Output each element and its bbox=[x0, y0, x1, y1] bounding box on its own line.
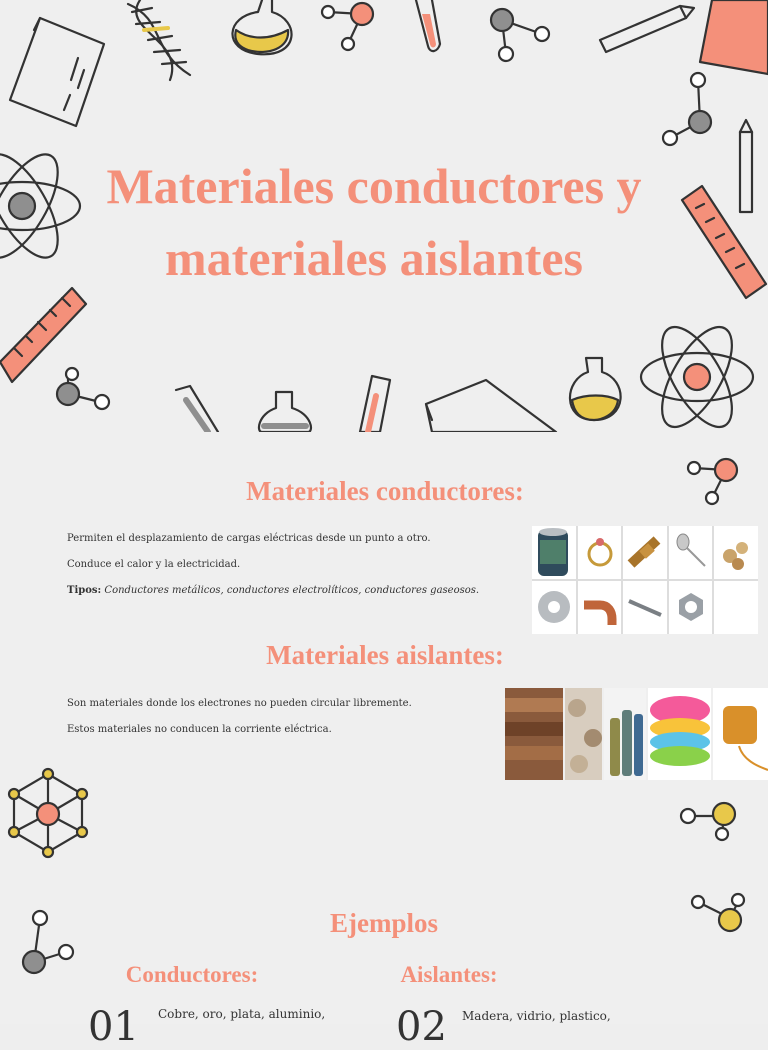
tipos-label: Tipos: bbox=[67, 585, 102, 596]
example-number-2: 02 bbox=[396, 1004, 447, 1050]
washer-image bbox=[532, 581, 576, 634]
molecule-icon bbox=[681, 803, 735, 840]
nail-image bbox=[623, 581, 667, 634]
test-tube-icon bbox=[176, 386, 218, 432]
aislantes-examples-heading: Aislantes: bbox=[400, 962, 498, 987]
conductores-heading: Materiales conductores: bbox=[246, 476, 524, 506]
brass-fitting-image bbox=[623, 526, 667, 579]
flask-icon bbox=[570, 358, 621, 420]
ruler-icon bbox=[682, 186, 766, 298]
molecule-icon bbox=[57, 368, 109, 409]
flask-icon bbox=[232, 0, 291, 54]
beaker-icon bbox=[10, 18, 104, 126]
molecule-icon bbox=[23, 911, 73, 973]
tipos-text: Conductores metálicos, conductores electrolíticos, conductores gaseosos. bbox=[101, 585, 480, 596]
molecule-icon bbox=[322, 3, 373, 50]
conductores-line-2: Conduce el calor y la electricidad. bbox=[67, 559, 241, 570]
wood-image bbox=[505, 688, 563, 780]
aislantes-image-strip bbox=[505, 688, 768, 780]
aislantes-examples-text: Madera, vidrio, plastico, bbox=[462, 1009, 611, 1023]
conductores-examples-heading: Conductores: bbox=[125, 962, 259, 987]
ring-image bbox=[578, 526, 622, 579]
plastic-bowls-image bbox=[648, 688, 712, 780]
pipes-image bbox=[565, 688, 603, 780]
test-tube-icon bbox=[360, 376, 390, 432]
pen-icon bbox=[740, 120, 752, 212]
conductores-examples-text: Cobre, oro, plata, aluminio, bbox=[158, 1007, 326, 1021]
aislantes-heading: Materiales aislantes: bbox=[266, 640, 504, 670]
cover-slide bbox=[0, 0, 768, 432]
atom-icon bbox=[641, 317, 753, 432]
beaker-icon bbox=[700, 0, 768, 74]
wire-spool-image bbox=[713, 688, 768, 780]
pencil-icon bbox=[600, 6, 694, 52]
can-image bbox=[532, 526, 576, 579]
dna-icon bbox=[128, 0, 190, 80]
hexagon-molecule-icon bbox=[9, 769, 87, 857]
copper-elbow-image bbox=[578, 581, 622, 634]
book-icon bbox=[426, 380, 556, 432]
conductores-line-1: Permiten el desplazamiento de cargas eléctricas desde un punto a otro. bbox=[67, 533, 431, 544]
blank-image-cell bbox=[714, 581, 758, 634]
aislantes-line-1: Son materiales donde los electrones no pueden circular libremente. bbox=[67, 698, 412, 709]
aislantes-line-2: Estos materiales no conducen la corriente eléctrica. bbox=[67, 724, 332, 735]
molecule-icon bbox=[491, 9, 549, 61]
molecule-icon bbox=[692, 894, 744, 931]
ejemplos-heading: Ejemplos bbox=[330, 908, 438, 938]
atom-icon bbox=[0, 144, 80, 268]
spoon-image bbox=[669, 526, 713, 579]
nut-image bbox=[669, 581, 713, 634]
test-tube-icon bbox=[416, 0, 440, 51]
conductores-image-grid bbox=[532, 526, 758, 634]
glass-bottles-image bbox=[604, 688, 646, 780]
molecule-icon bbox=[663, 73, 711, 145]
example-number-1: 01 bbox=[88, 1004, 139, 1050]
flask-icon bbox=[259, 392, 311, 432]
molecule-icon bbox=[688, 459, 737, 504]
cover-title: Materiales conductores y materiales aislantes bbox=[106, 158, 642, 286]
coins-image bbox=[714, 526, 758, 579]
conductores-tipos bbox=[67, 585, 479, 596]
